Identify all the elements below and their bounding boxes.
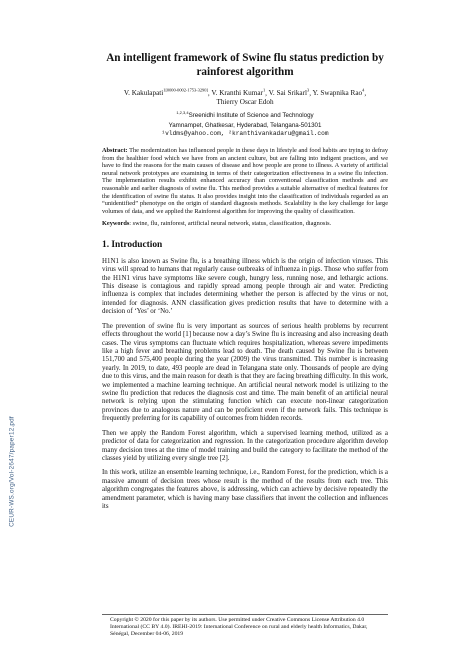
paragraph-4: In this work, utilize an ensemble learning technique, i.e., Random Forest, for the prediction, which is a massive amount of decision trees whose result is the method of the results from each tree. This algorithm congregates the features above, is addressing, which can achieve by decisive repeatedly the amendment parameter, which is having many base classifiers that invent the collection and influences its bbox=[102, 468, 388, 511]
abstract bbox=[102, 147, 388, 215]
author-3: V. Sai Srikarl$^3$ bbox=[268, 88, 310, 98]
author-4: Y. Swapnika Rao$^4$ bbox=[312, 88, 365, 98]
author-5: Thierry Oscar Edoh bbox=[216, 98, 274, 107]
abstract-label: Abstract: bbox=[102, 147, 128, 155]
paragraph-3: Then we apply the Random Forest algorithm, which a supervised learning method, utilized as a predictor of data for categorization and regression. In the categorization procedure algorithm develop many decision trees at the time of model training and build the category to facilitate the method of the classes yield by utilizing every single tree [2]. bbox=[102, 428, 388, 462]
ceur-sidebar bbox=[4, 330, 18, 620]
paragraph-1: H1N1 is also known as Swine flu, is a breathing illness which is the origin of infection viruses. This virus will spread to humans that regularly cause outbreaks of influenza in pigs. Those who suffer from the H1N1 virus have symptoms like severe cough, hungry less, running nose, and lethargic actions. This disease is contagious and rapidly spread among people through air and water. Predicting influenza is complex that includes determining whether the person is affected by the virus or not, intended for diagnosis. ANN classification gives prediction results that have to determine with a decision of ‘Yes’ or ‘No.’ bbox=[102, 256, 388, 316]
ceur-url[interactable]: CEUR-WS.org/Vol-2647/paper12.pdf bbox=[8, 416, 16, 527]
author-emails[interactable]: ¹vldms@yahoo.com, ²kranthivankadaru@gmail.com bbox=[161, 129, 329, 137]
author-2: V. Kranthi Kumar$^1$ bbox=[211, 88, 266, 98]
copyright-text: Copyright © 2020 for this paper by its authors. Use permitted under Creative Commons License Attribution 4.0 International (CC BY 4.0). IREHI-2019: International Conference on rural and elderly health Informatics, Dakar, Sénégal, December 04-06, 2019 bbox=[110, 617, 368, 637]
section-heading-introduction: 1. Introduction bbox=[102, 239, 163, 250]
abstract-text: The modernization has influenced people in these days in lifestyle and food habits are trying to defray from the healthier food which we have from an ancient culture, but are falling into indigent practices, and we have to find the reasons for the main causes of disease and how people are prone to illness. A variety of artificial neural network prototypes are examining in terms of their categorization effectiveness in a swine flu infection. The implementation results exhibit enhanced accuracy than conventional classification methods and are reasonable and earlier diagnosis of swine flu. This method provides a suitable alternative of medical features for the identification of swine flu status. It also provides insight into the classification of individuals regarded as an “unidentified” phenotype on the origin of standard diagnosis methods. Scalability is the key challenge for large volumes of data, and we applied the Rainforest algorithm for improving the quality of classification. bbox=[102, 147, 388, 215]
affiliation-address: Yamnampet, Ghatkesar, Hyderabad, Telangana-501301 bbox=[168, 122, 322, 130]
keywords-text: : swine, flu, rainforest, artificial neural network, status, classification, diagnosis. bbox=[129, 220, 332, 228]
affiliation: $^{1,2,3,4}$Sreenidhi Institute of Science and Technology bbox=[176, 110, 314, 120]
copyright-footer bbox=[102, 614, 388, 637]
paragraph-2: The prevention of swine flu is very important as sources of serious health problems by recurrent effects throughout the world [1] because now a day’s Swine flu is increasing and also increasing death cases. The virus symptoms can fluctuate which requires hospitalization, whereas severe impediments like a high fever and breathing problems lead to death. The death caused by Swine flu is between 151,700 and 575,400 people during the year (2009) the virus transmitted. This number is increasing yearly. In 2019, to date, 493 people are dead in Telangana state only. Thousands of people are dying due to this virus, and the main reason for death is that they are facing breathing difficulty. In this work, we implemented a machine learning technique. An artificial neural network model is utilizing to the swine flu prediction that reduces the diagnosis cost and time. The main benefit of an artificial neural network is relying upon the stimulating function which can execute non-linear categorization provinces due to analogous nature and can be proficient even if the network fails. This technique is frequently preferring for its capability of outcomes from hidden records. bbox=[102, 321, 388, 423]
keywords-label: Keywords bbox=[102, 220, 130, 228]
author-list: V. Kakulapati$^{1[0000-0002-1753-3290]}$, V. Kranthi Kumar$^1$, V. Sai Srikarl$^3$, Y. Swapnika Rao$^4$, bbox=[123, 88, 367, 98]
paper-page bbox=[102, 52, 388, 517]
keywords bbox=[102, 220, 388, 228]
author-1: V. Kakulapati$^{1[0000-0002-1753-3290]}$ bbox=[123, 88, 208, 98]
paper-title: An intelligent framework of Swine flu status prediction by rainforest algorithm bbox=[106, 52, 384, 78]
